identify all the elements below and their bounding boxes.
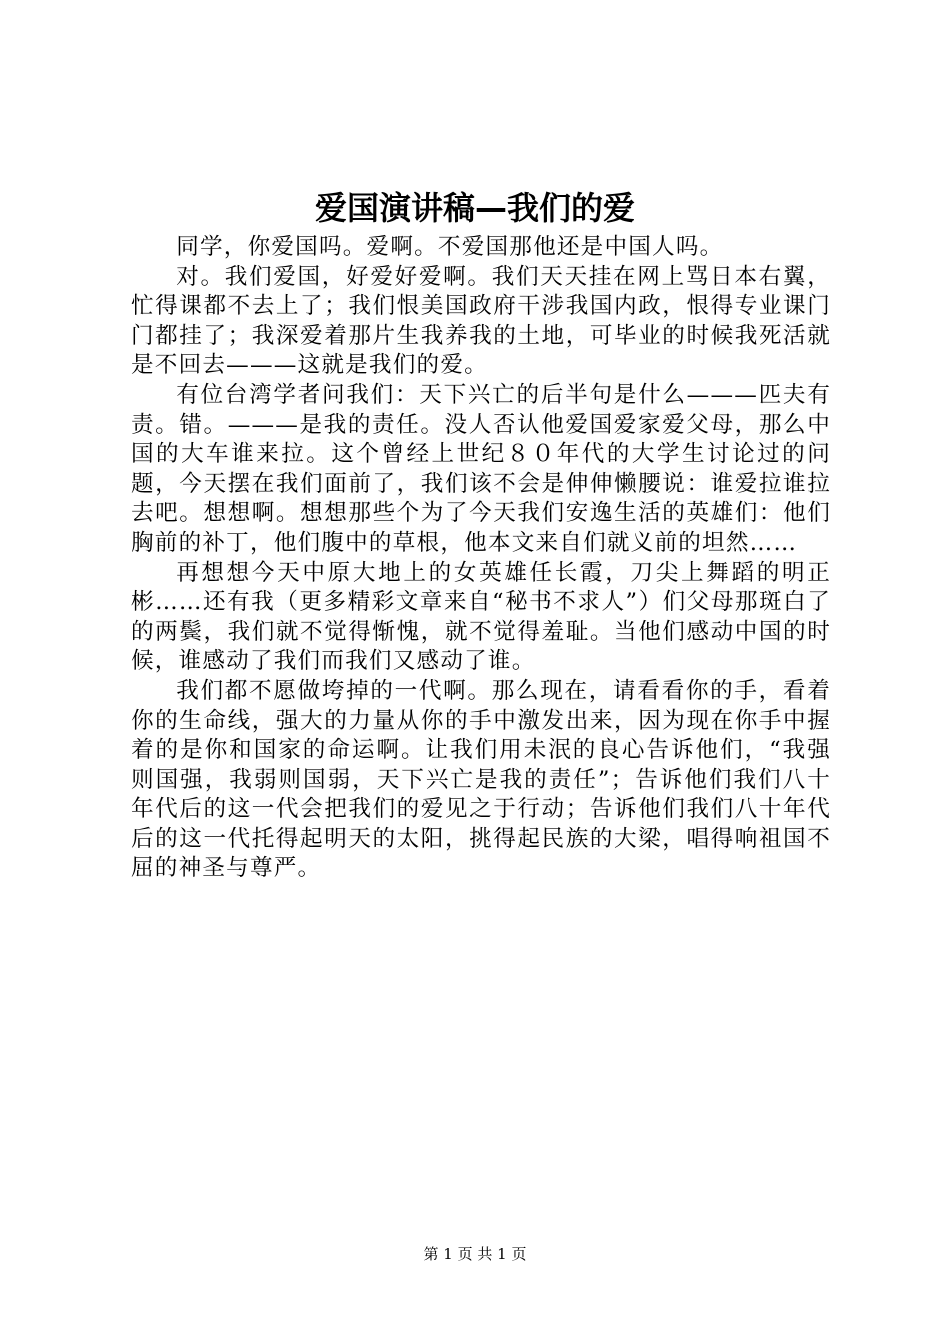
paragraph-4: 再想想今天中原大地上的女英雄任长霞，刀尖上舞蹈的明正彬……还有我（更多精彩文章来自“秘书不求人”）们父母那斑白了的两鬓，我们就不觉得惭愧，就不觉得羞耻。当他们感动中国的时候，谁感动了我们而我们又感动了谁。: [131, 559, 831, 675]
paragraph-1: 同学，你爱国吗。爱啊。不爱国那他还是中国人吗。: [176, 234, 724, 260]
paragraph-2: 对。我们爱国，好爱好爱啊。我们天天挂在网上骂日本右翼，忙得课都不去上了；我们恨美国政府干涉我国内政，恨得专业课门门都挂了；我深爱着那片生我养我的土地，可毕业的时候我死活就是不回去———这就是我们的爱。: [131, 263, 831, 379]
paragraph-5: 我们都不愿做垮掉的一代啊。那么现在，请看看你的手，看着你的生命线，强大的力量从你的手中激发出来，因为现在你手中握着的是你和国家的命运啊。让我们用未泯的良心告诉他们，“我强则国强，我弱则国弱，天下兴亡是我的责任”；告诉他们我们八十年代后的这一代会把我们的爱见之于行动；告诉他们我们八十年代后的这一代托得起明天的太阳，挑得起民族的大梁，唱得响祖国不屈的神圣与尊严。: [131, 677, 831, 882]
page-footer: 第 1 页 共 1 页: [423, 1245, 527, 1263]
document-body: [131, 233, 831, 884]
document-title: 爱国演讲稿—我们的爱: [314, 189, 635, 227]
paragraph-3: 有位台湾学者问我们：天下兴亡的后半句是什么———匹夫有责。错。———是我的责任。没人否认他爱国爱家爱父母，那么中国的大车谁来拉。这个曾经上世纪８０年代的大学生讨论过的问题，今天摆在我们面前了，我们该不会是伸伸懒腰说：谁爱拉谁拉去吧。想想啊。想想那些个为了今天我们安逸生活的英雄们：他们胸前的补丁，他们腹中的草根，他本文来自们就义前的坦然……: [131, 381, 831, 556]
